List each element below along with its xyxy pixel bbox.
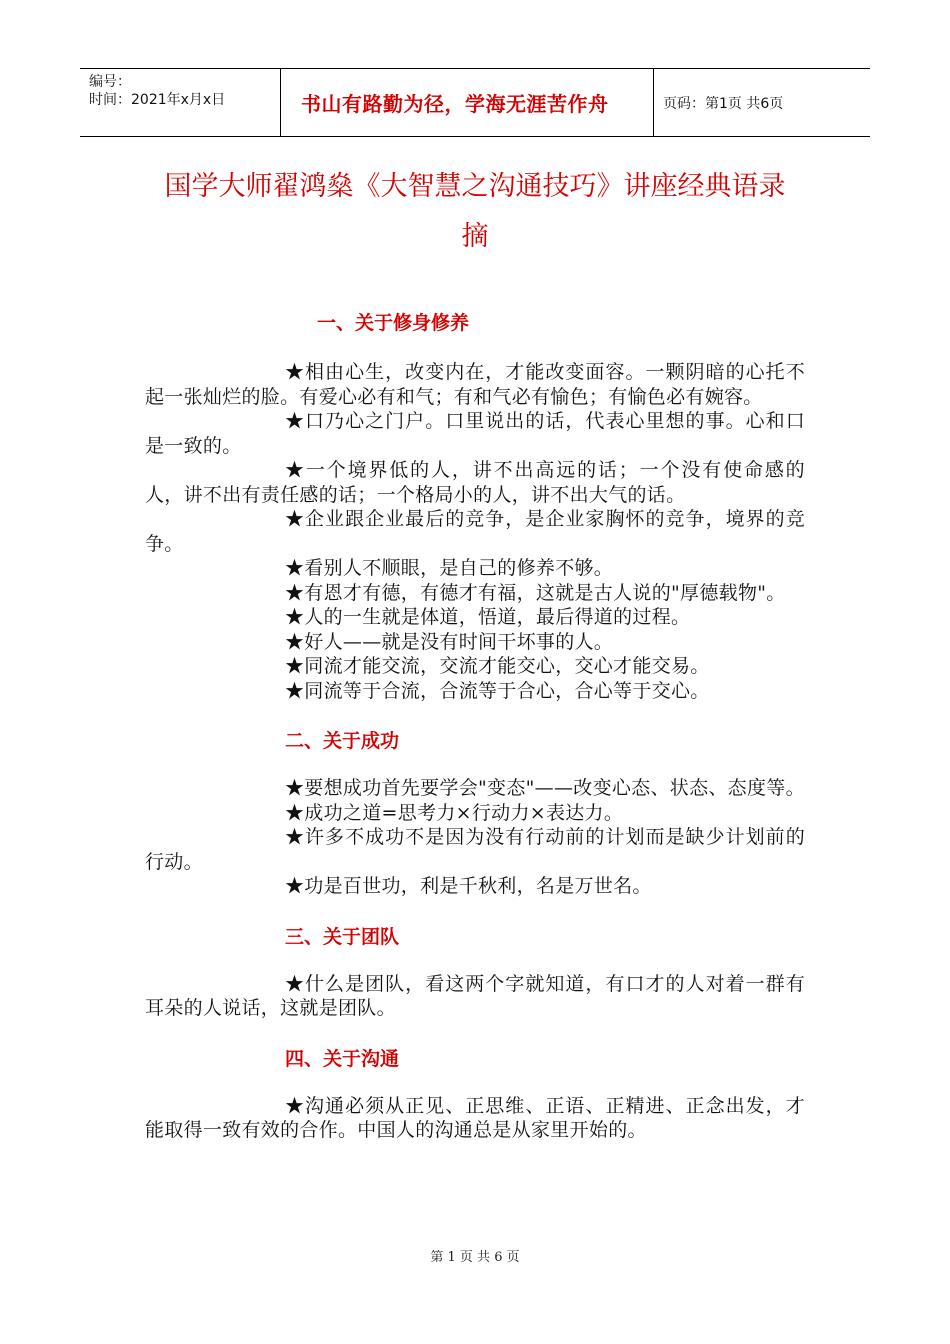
section-heading: 四、关于沟通 (285, 1047, 400, 1070)
header-number-label: 编号： (89, 74, 131, 90)
section-team (145, 922, 805, 1021)
quote-paragraph: ★一个境界低的人，讲不出高远的话；一个没有使命感的人，讲不出有责任感的话；一个格局小的人，讲不出大气的话。 (145, 459, 805, 506)
quote-paragraph: ★同流等于合流，合流等于合心，合心等于交心。 (285, 679, 710, 702)
quote-paragraph: ★好人——就是没有时间干坏事的人。 (285, 630, 614, 653)
quote-paragraph: ★许多不成功不是因为没有行动前的计划而是缺少计划前的行动。 (145, 826, 805, 873)
header-meta (80, 69, 281, 136)
document-title (130, 162, 820, 262)
section-communication (145, 1044, 805, 1143)
quote-paragraph: ★要想成功首先要学会"变态"——改变心态、状态、态度等。 (285, 777, 805, 799)
header-time-label: 时间：2021年x月x日 (89, 92, 226, 108)
quote-paragraph: ★人的一生就是体道，悟道，最后得道的过程。 (285, 606, 691, 628)
page-footer: 第 1 页 共 6 页 (430, 1250, 520, 1265)
quote-paragraph: ★成功之道=思考力×行动力×表达力。 (285, 801, 624, 824)
section-heading: 二、关于成功 (285, 730, 400, 752)
quote-paragraph: ★看别人不顺眼，是自己的修养不够。 (285, 557, 614, 579)
header-page-info: 页码：第1页 共6页 (663, 95, 784, 112)
title-line-1: 国学大师翟鸿燊《大智慧之沟通技巧》讲座经典语录 (164, 171, 786, 202)
quote-paragraph: ★同流才能交流，交流才能交心，交心才能交易。 (285, 655, 710, 677)
quote-paragraph: ★功是百世功，利是千秋利，名是万世名。 (285, 875, 652, 897)
section-success (145, 726, 805, 899)
section-heading: 三、关于团队 (285, 925, 400, 948)
quote-paragraph: ★口乃心之门户。口里说出的话，代表心里想的事。心和口是一致的。 (145, 410, 805, 457)
quote-paragraph: ★什么是团队，看这两个字就知道，有口才的人对着一群有耳朵的人说话，这就是团队。 (145, 972, 805, 1019)
page-header (80, 68, 870, 137)
title-line-2: 摘 (461, 221, 489, 252)
quote-paragraph: ★有恩才有德，有德才有福，这就是古人说的"厚德载物"。 (285, 581, 786, 604)
section-self-cultivation (145, 308, 805, 703)
document-body (145, 305, 805, 1143)
section-heading: 一、关于修身修养 (317, 312, 470, 334)
quote-paragraph: ★相由心生，改变内在，才能改变面容。一颗阴暗的心托不起一张灿烂的脸。有爱心必有和气；有和气必有愉色；有愉色必有婉容。 (145, 361, 805, 408)
header-motto: 书山有路勤为径，学海无涯苦作舟 (281, 69, 654, 136)
quote-paragraph: ★沟通必须从正见、正思维、正语、正精进、正念出发，才能取得一致有效的合作。中国人的沟通总是从家里开始的。 (145, 1094, 805, 1141)
quote-paragraph: ★企业跟企业最后的竞争，是企业家胸怀的竞争，境界的竞争。 (145, 508, 805, 555)
